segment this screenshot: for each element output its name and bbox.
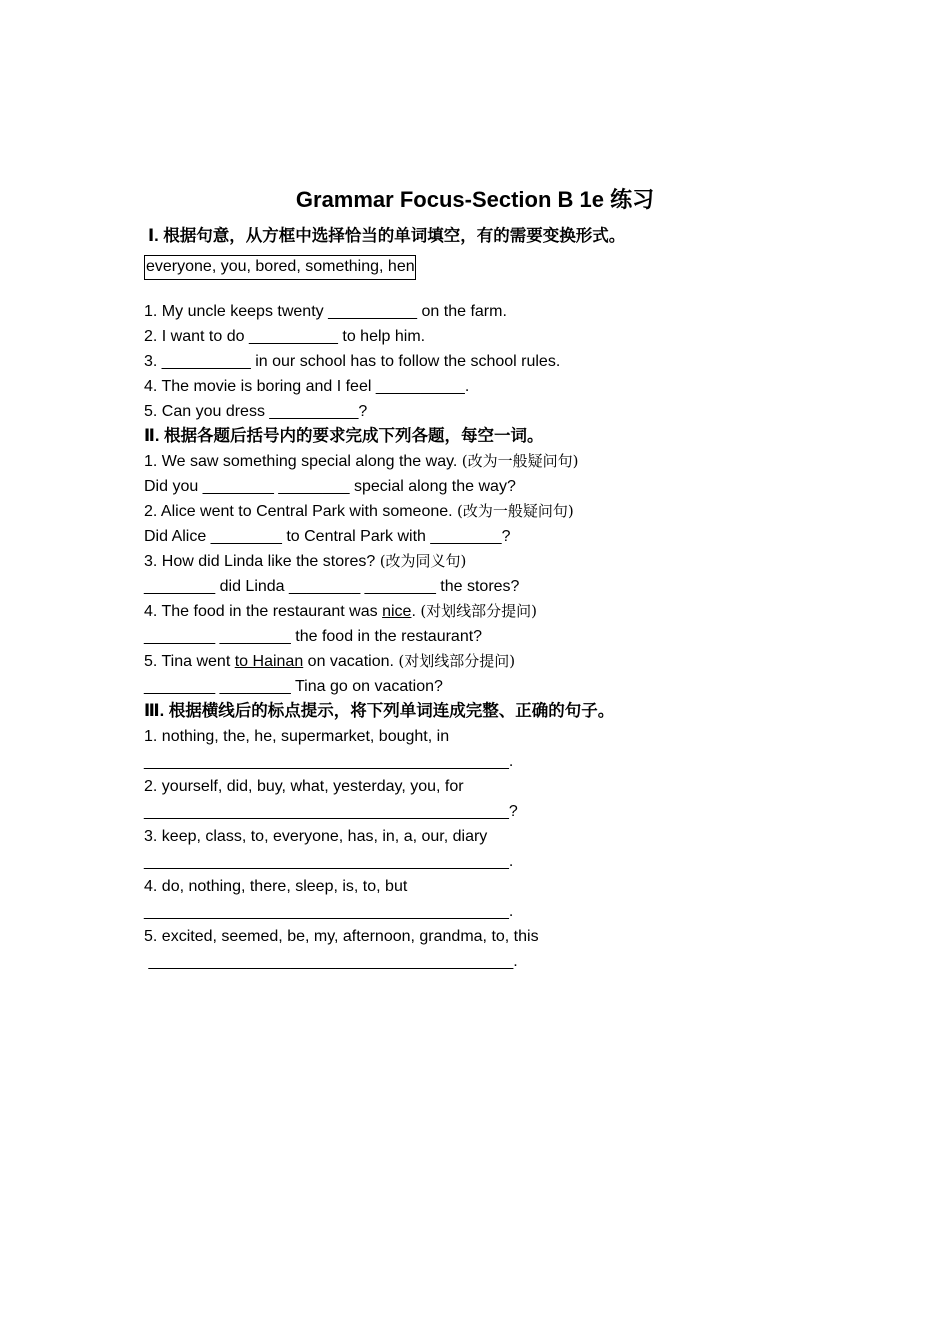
underlined-text: nice	[382, 603, 412, 620]
section-1-item-2: 2. I want to do __________ to help him.	[144, 328, 426, 345]
section-2-item-5-prompt	[144, 649, 884, 674]
prompt-text: 5. Tina went	[144, 653, 235, 670]
prompt-text-after: on vacation.	[303, 653, 399, 670]
section-3-item-4-words: 4. do, nothing, there, sleep, is, to, but	[144, 878, 408, 895]
section-2-item-4-prompt	[144, 599, 884, 624]
prompt-text-after: .	[411, 603, 421, 620]
prompt-text: 4. The food in the restaurant was	[144, 603, 383, 620]
section-2-item-2-prompt	[144, 499, 884, 524]
section-3-item-1-words: 1. nothing, the, he, supermarket, bought, in	[144, 728, 450, 745]
prompt-text: 2. Alice went to Central Park with someone.	[144, 503, 458, 520]
section-1-item-1: 1. My uncle keeps twenty __________ on the farm.	[144, 303, 507, 320]
section-2-item-5-answer: ________ ________ Tina go on vacation?	[144, 678, 443, 695]
underlined-text: to Hainan	[234, 653, 304, 670]
word-box-row	[144, 249, 884, 285]
instruction-text: (改为一般疑问句)	[457, 502, 574, 520]
section-3-item-4-answer-line: _________________________________________.	[144, 903, 514, 920]
section-2-item-3-prompt	[144, 549, 884, 574]
section-3-item-1-answer-line: _________________________________________.	[144, 753, 514, 770]
section-1-heading: Ⅰ. 根据句意，从方框中选择恰当的单词填空，有的需要变换形式。	[148, 227, 626, 245]
worksheet-content	[144, 224, 884, 974]
section-3-item-3-answer-line: _________________________________________.	[144, 853, 514, 870]
section-2-item-1-prompt	[144, 449, 884, 474]
word-box: everyone, you, bored, something, hen	[144, 255, 416, 280]
instruction-text: (改为一般疑问句)	[461, 452, 579, 470]
section-3-item-3-words: 3. keep, class, to, everyone, has, in, a, our, diary	[144, 828, 488, 845]
prompt-text: 1. We saw something special along the way.	[144, 453, 462, 470]
section-2-item-1-answer: Did you ________ ________ special along the way?	[144, 478, 516, 495]
section-2-item-3-answer: ________ did Linda ________ ________ the stores?	[144, 578, 520, 595]
section-3-item-5-words: 5. excited, seemed, be, my, afternoon, grandma, to, this	[144, 928, 539, 945]
section-2-item-4-answer: ________ ________ the food in the restaurant?	[144, 628, 483, 645]
section-2-item-2-answer: Did Alice ________ to Central Park with ________?	[144, 528, 511, 545]
section-3-item-2-words: 2. yourself, did, buy, what, yesterday, you, for	[144, 778, 464, 795]
section-1-item-3: 3. __________ in our school has to follow the school rules.	[144, 353, 561, 370]
section-1-item-5: 5. Can you dress __________?	[144, 403, 368, 420]
instruction-text: (改为同义句)	[379, 552, 467, 570]
instruction-text: (对划线部分提问)	[420, 602, 538, 620]
page-title: Grammar Focus-Section B 1e 练习	[295, 187, 655, 212]
section-3-heading: Ⅲ. 根据横线后的标点提示，将下列单词连成完整、正确的句子。	[144, 702, 615, 720]
section-3-item-2-answer-line: _________________________________________?	[144, 803, 518, 820]
instruction-text: (对划线部分提问)	[398, 652, 516, 670]
section-3-item-5-answer-line: _________________________________________.	[144, 953, 518, 970]
section-1-item-4: 4. The movie is boring and I feel __________.	[144, 378, 470, 395]
prompt-text: 3. How did Linda like the stores?	[144, 553, 380, 570]
section-2-heading: Ⅱ. 根据各题后括号内的要求完成下列各题，每空一词。	[144, 427, 544, 445]
